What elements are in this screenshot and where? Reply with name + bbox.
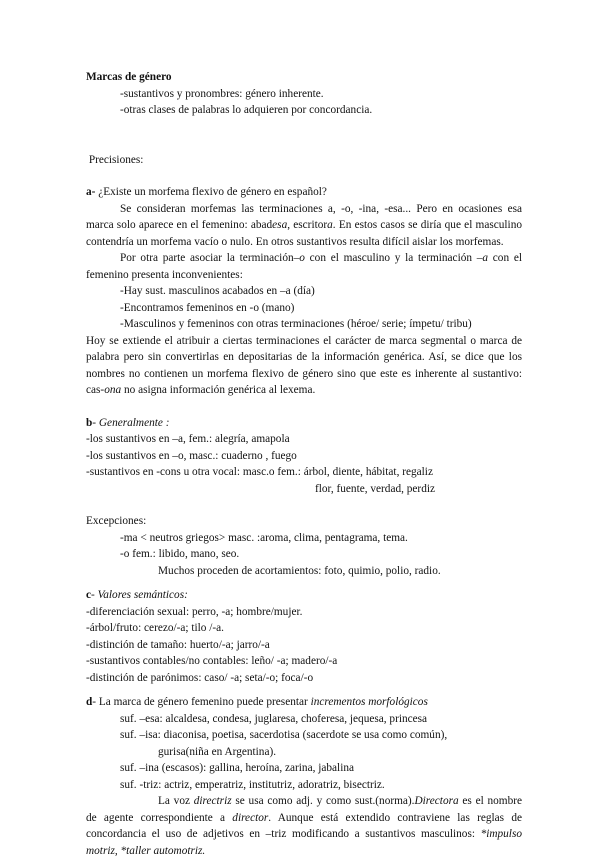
section-d-continuation: gurisa(niña en Argentina). bbox=[158, 745, 277, 758]
section-b-line: -sustantivos en -cons u otra vocal: masc.o fem.: árbol, diente, hábitat, regaliz bbox=[86, 466, 433, 478]
precisiones-heading: Precisiones: bbox=[88, 153, 144, 166]
intro-line: -otras clases de palabras lo adquieren por concordancia. bbox=[120, 104, 373, 116]
excepciones-note: Muchos proceden de acortamientos: foto, quimio, polio, radio. bbox=[158, 564, 441, 577]
section-b-line: -los sustantivos en –o, masc.: cuaderno , fuego bbox=[86, 449, 297, 462]
section-a-label: a- bbox=[86, 186, 96, 198]
section-c-line: -distinción de tamaño: huerto/-a; jarro/-a bbox=[86, 638, 270, 651]
document-title: Marcas de género bbox=[86, 71, 172, 83]
section-b-heading: b- Generalmente : bbox=[86, 416, 170, 429]
section-b-continuation: flor, fuente, verdad, perdiz bbox=[315, 482, 435, 495]
section-a-bullet: -Hay sust. masculinos acabados en –a (día) bbox=[120, 285, 315, 297]
section-d-line: suf. –esa: alcaldesa, condesa, juglaresa, choferesa, jequesa, princesa bbox=[120, 712, 428, 725]
section-b-line: -los sustantivos en –a, fem.: alegría, amapola bbox=[86, 433, 290, 445]
section-d-line: suf. –isa: diaconisa, poetisa, sacerdotisa (sacerdote se usa como común), bbox=[120, 729, 448, 741]
section-c-line: -sustantivos contables/no contables: leño/ -a; madero/-a bbox=[86, 655, 338, 667]
section-c-heading: c- Valores semánticos: bbox=[86, 589, 188, 601]
intro-line: -sustantivos y pronombres: género inherente. bbox=[120, 87, 324, 100]
section-c-line: -distinción de parónimos: caso/ -a; seta/-o; foca/-o bbox=[86, 671, 314, 684]
section-d-line: suf. –ina (escasos): gallina, heroína, zarina, jabalina bbox=[120, 762, 355, 774]
section-c-line: -árbol/fruto: cerezo/-a; tilo /-a. bbox=[86, 622, 225, 634]
excepciones-heading: Excepciones: bbox=[86, 515, 147, 527]
section-a-bullet: -Encontramos femeninos en -o (mano) bbox=[120, 301, 295, 314]
section-c-line: -diferenciación sexual: perro, -a; hombre/mujer. bbox=[86, 605, 303, 618]
section-d-line: suf. -triz: actriz, emperatriz, institutriz, adoratriz, bisectriz. bbox=[120, 778, 385, 791]
section-a-paragraph-1: Se consideran morfemas las terminaciones a, -o, -ina, -esa... Pero en ocasiones esa marca solo aparece en el femenino: abadesa, escritora. En estos casos se diría que el masculino contendría un morfema vacío o nulo. En otros sustantivos resulta difícil aislar los morfemas. bbox=[86, 202, 522, 248]
section-d-final-paragraph: La voz directriz se usa como adj. y como sust.(norma).Directora es el nombre de agente correspondiente a director. Aunque está extendido contraviene las reglas de concordancia el uso de adjetivos en –triz modificando a sustantivos masculinos: *impulso motriz, *taller automotriz. bbox=[86, 795, 522, 857]
section-a-question: a- ¿Existe un morfema flexivo de género en español? bbox=[86, 186, 327, 198]
section-a-paragraph-2: Por otra parte asociar la terminación–o con el masculino y la terminación –a con el femenino presenta inconvenientes: bbox=[86, 252, 522, 281]
excepciones-line: -o fem.: libido, mano, seo. bbox=[120, 548, 240, 560]
document-page bbox=[86, 69, 522, 859]
section-d-heading: d- La marca de género femenino puede presentar incrementos morfológicos bbox=[86, 696, 428, 708]
section-a-bullet: -Masculinos y femeninos con otras terminaciones (héroe/ serie; ímpetu/ tribu) bbox=[120, 318, 472, 330]
section-a-paragraph-3: Hoy se extiende el atribuir a ciertas terminaciones el carácter de marca segmental o marca de palabra pero sin convertirlas en depositarias de la información genérica. Así, se dice que los nombres no contienen un morfema flexivo de género sino que este es inherente al sustantivo: cas-ona no asigna información genérica al lexema. bbox=[86, 334, 522, 396]
excepciones-line: -ma < neutros griegos> masc. :aroma, clima, pentagrama, tema. bbox=[120, 531, 408, 544]
